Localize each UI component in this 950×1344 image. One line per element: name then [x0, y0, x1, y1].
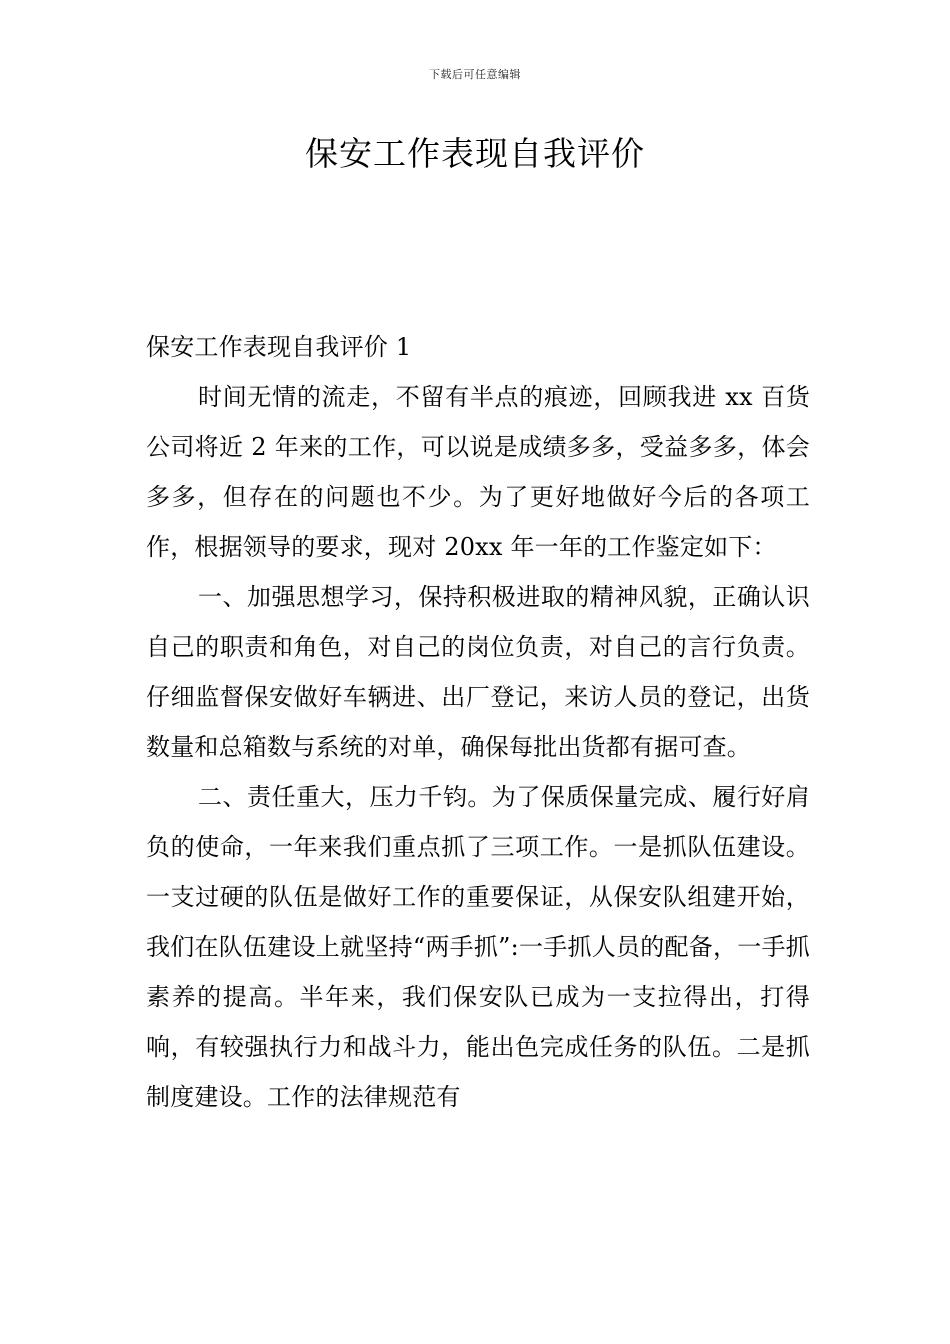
document-title: 保安工作表现自我评价: [305, 134, 645, 173]
paragraph-point-one: 一、加强思想学习，保持积极进取的精神风貌，正确认识自己的职责和角色，对自己的岗位负责，对自己的言行负责。仔细监督保安做好车辆进、出厂登记，来访人员的登记，出货数量和总箱数与系统的对单，确保每批出货都有据可查。: [146, 583, 810, 761]
document-body: [146, 322, 810, 1122]
header-note: 下载后可任意编辑: [429, 68, 521, 81]
paragraph-point-two: 二、责任重大，压力千钧。为了保质保量完成、履行好肩负的使命，一年来我们重点抓了三项工作。一是抓队伍建设。一支过硬的队伍是做好工作的重要保证，从保安队组建开始，我们在队伍建设上就坚持“两手抓”:一手抓人员的配备，一手抓素养的提高。半年来，我们保安队已成为一支拉得出，打得响，有较强执行力和战斗力，能出色完成任务的队伍。二是抓制度建设。工作的法律规范有: [146, 783, 810, 1111]
paragraph-intro: 时间无情的流走，不留有半点的痕迹，回顾我进 xx 百货公司将近 2 年来的工作，可以说是成绩多多，受益多多，体会多多，但存在的问题也不少。为了更好地做好今后的各项工作，根据领导的要求，现对 20xx 年一年的工作鉴定如下：: [146, 383, 810, 561]
section-heading: 保安工作表现自我评价 1: [146, 333, 412, 361]
